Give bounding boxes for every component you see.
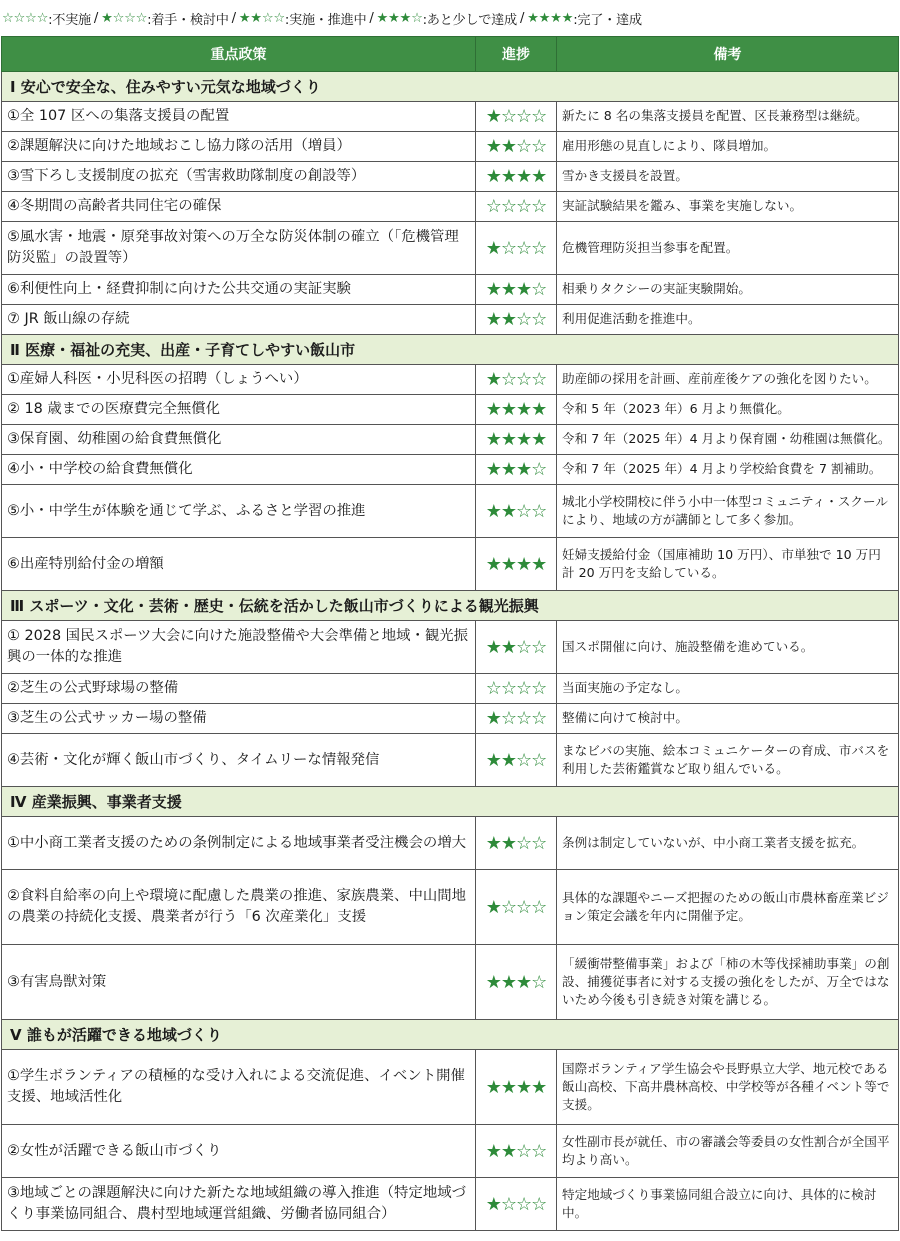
table-row [2,425,899,455]
table-row [2,1178,899,1231]
section-title: Ⅱ 医療・福祉の充実、出産・子育てしやすい飯山市 [2,335,899,365]
legend-label: :不実施 [48,12,91,28]
section-row [2,1020,899,1050]
policy-cell: ① 2028 国民スポーツ大会に向けた施設整備や大会準備と地域・観光振興の一体的な推進 [2,621,476,674]
table-row [2,674,899,704]
legend-label: :実施・推進中 [284,12,367,28]
progress-stars: ★★★★ [476,162,557,192]
policy-cell: ④冬期間の高齢者共同住宅の確保 [2,192,476,222]
policy-cell: ①全 107 区への集落支援員の配置 [2,102,476,132]
table-row [2,817,899,870]
section-row [2,591,899,621]
policy-cell: ⑤風水害・地震・原発事故対策への万全な防災体制の確立（「危機管理防災監」の設置等） [2,222,476,275]
note-cell: 女性副市長が就任、市の審議会等委員の女性割合が全国平均より高い。 [557,1125,899,1178]
policy-cell: ②課題解決に向けた地域おこし協力隊の活用（増員） [2,132,476,162]
legend-stars: ☆☆☆☆ [2,10,49,26]
policy-cell: ①学生ボランティアの積極的な受け入れによる交流促進、イベント開催支援、地域活性化 [2,1050,476,1125]
table-header-row [2,37,899,72]
progress-stars: ★★☆☆ [476,485,557,538]
progress-stars: ★☆☆☆ [476,222,557,275]
policy-cell: ③地域ごとの課題解決に向けた新たな地域組織の導入推進（特定地域づくり事業協同組合、農村型地域運営組織、労働者協同組合） [2,1178,476,1231]
legend-separator: / [93,10,99,26]
table-row [2,1125,899,1178]
header-notes: 備考 [557,37,899,72]
note-cell: 利用促進活動を推進中。 [557,305,899,335]
note-cell: 城北小学校開校に伴う小中一体型コミュニティ・スクールにより、地域の方が講師として多く参加。 [557,485,899,538]
progress-stars: ★★★☆ [476,275,557,305]
policy-cell: ③芝生の公式サッカー場の整備 [2,704,476,734]
policy-cell: ①中小商工業者支援のための条例制定による地域事業者受注機会の増大 [2,817,476,870]
table-row [2,621,899,674]
note-cell: 具体的な課題やニーズ把握のための飯山市農林畜産業ビジョン策定会議を年内に開催予定。 [557,870,899,945]
note-cell: 条例は制定していないが、中小商工業者支援を拡充。 [557,817,899,870]
table-row [2,162,899,192]
table-row [2,132,899,162]
note-cell: 当面実施の予定なし。 [557,674,899,704]
note-cell: 相乗りタクシーの実証実験開始。 [557,275,899,305]
legend-label: :あと少しで達成 [422,12,517,28]
legend-label: :着手・検討中 [147,12,229,28]
progress-stars: ★★★★ [476,1050,557,1125]
policy-cell: ②芝生の公式野球場の整備 [2,674,476,704]
section-row [2,72,899,102]
policy-cell: ⑥利便性向上・経費抑制に向けた公共交通の実証実験 [2,275,476,305]
table-row [2,222,899,275]
policy-progress-table [1,36,899,1231]
progress-stars: ★☆☆☆ [476,365,557,395]
table-row [2,275,899,305]
legend-separator: / [519,10,525,26]
table-row [2,455,899,485]
table-row [2,365,899,395]
legend-stars: ★★★☆ [376,10,423,26]
note-cell: 助産師の採用を計画、産前産後ケアの強化を図りたい。 [557,365,899,395]
note-cell: 雪かき支援員を設置。 [557,162,899,192]
policy-cell: ② 18 歳までの医療費完全無償化 [2,395,476,425]
header-policy: 重点政策 [2,37,476,72]
section-title: Ⅰ 安心で安全な、住みやすい元気な地域づくり [2,72,899,102]
note-cell: 特定地域づくり事業協同組合設立に向け、具体的に検討中。 [557,1178,899,1231]
table-row [2,102,899,132]
note-cell: 国スポ開催に向け、施設整備を進めている。 [557,621,899,674]
table-row [2,945,899,1020]
progress-stars: ★☆☆☆ [476,704,557,734]
note-cell: 「緩衝帯整備事業」および「柿の木等伐採補助事業」の創設、捕獲従事者に対する支援の強化をしたが、万全ではないため今後も引き続き対策を講じる。 [557,945,899,1020]
note-cell: 雇用形態の見直しにより、隊員増加。 [557,132,899,162]
table-row [2,305,899,335]
table-row [2,734,899,787]
policy-cell: ④小・中学校の給食費無償化 [2,455,476,485]
note-cell: 令和 5 年（2023 年）6 月より無償化。 [557,395,899,425]
progress-stars: ★★☆☆ [476,132,557,162]
table-row [2,395,899,425]
section-row [2,335,899,365]
table-row [2,704,899,734]
progress-stars: ★★☆☆ [476,305,557,335]
section-title: Ⅲ スポーツ・文化・芸術・歴史・伝統を活かした飯山市づくりによる観光振興 [2,591,899,621]
progress-stars: ☆☆☆☆ [476,192,557,222]
table-row [2,1050,899,1125]
table-row [2,192,899,222]
policy-cell: ③有害鳥獣対策 [2,945,476,1020]
policy-cell: ⑤小・中学生が体験を通じて学ぶ、ふるさと学習の推進 [2,485,476,538]
note-cell: 実証試験結果を鑑み、事業を実施しない。 [557,192,899,222]
progress-stars: ★☆☆☆ [476,870,557,945]
policy-cell: ⑥出産特別給付金の増額 [2,538,476,591]
policy-cell: ③雪下ろし支援制度の拡充（雪害救助隊制度の創設等） [2,162,476,192]
policy-cell: ②食料自給率の向上や環境に配慮した農業の推進、家族農業、中山間地の農業の持続化支援、農業者が行う「6 次産業化」支援 [2,870,476,945]
progress-stars: ★★☆☆ [476,734,557,787]
section-title: Ⅴ 誰もが活躍できる地域づくり [2,1020,899,1050]
policy-cell: ②女性が活躍できる飯山市づくり [2,1125,476,1178]
legend-stars: ★☆☆☆ [101,10,148,26]
progress-stars: ★☆☆☆ [476,102,557,132]
section-title: Ⅳ 産業振興、事業者支援 [2,787,899,817]
progress-stars: ★★★★ [476,395,557,425]
note-cell: 危機管理防災担当参事を配置。 [557,222,899,275]
legend-stars: ★★★★ [527,10,574,26]
note-cell: 妊婦支援給付金（国庫補助 10 万円）、市単独で 10 万円計 20 万円を支給している。 [557,538,899,591]
section-row [2,787,899,817]
header-progress: 進捗 [476,37,557,72]
note-cell: 国際ボランティア学生協会や長野県立大学、地元校である飯山高校、下高井農林高校、中学校等が各種イベント等で支援。 [557,1050,899,1125]
note-cell: 令和 7 年（2025 年）4 月より保育園・幼稚園は無償化。 [557,425,899,455]
progress-stars: ★★★★ [476,538,557,591]
note-cell: 新たに 8 名の集落支援員を配置、区長兼務型は継続。 [557,102,899,132]
table-row [2,870,899,945]
table-row [2,538,899,591]
progress-stars: ★★★☆ [476,945,557,1020]
progress-stars: ★★☆☆ [476,1125,557,1178]
progress-stars: ★★★★ [476,425,557,455]
legend-label: :完了・達成 [573,12,642,28]
note-cell: 整備に向けて検討中。 [557,704,899,734]
policy-cell: ③保育園、幼稚園の給食費無償化 [2,425,476,455]
progress-stars: ★★☆☆ [476,621,557,674]
progress-stars: ☆☆☆☆ [476,674,557,704]
legend-separator: / [369,10,374,26]
progress-stars: ★★☆☆ [476,817,557,870]
progress-stars: ★★★☆ [476,455,557,485]
rating-legend [0,0,900,36]
table-row [2,485,899,538]
legend-stars: ★★☆☆ [238,10,285,26]
legend-separator: / [231,10,236,26]
note-cell: まなビバの実施、絵本コミュニケーターの育成、市バスを利用した芸術鑑賞など取り組んでいる。 [557,734,899,787]
note-cell: 令和 7 年（2025 年）4 月より学校給食費を 7 割補助。 [557,455,899,485]
table-body [2,72,899,1231]
policy-cell: ④芸術・文化が輝く飯山市づくり、タイムリーな情報発信 [2,734,476,787]
policy-cell: ⑦ JR 飯山線の存続 [2,305,476,335]
policy-cell: ①産婦人科医・小児科医の招聘（しょうへい） [2,365,476,395]
progress-stars: ★☆☆☆ [476,1178,557,1231]
